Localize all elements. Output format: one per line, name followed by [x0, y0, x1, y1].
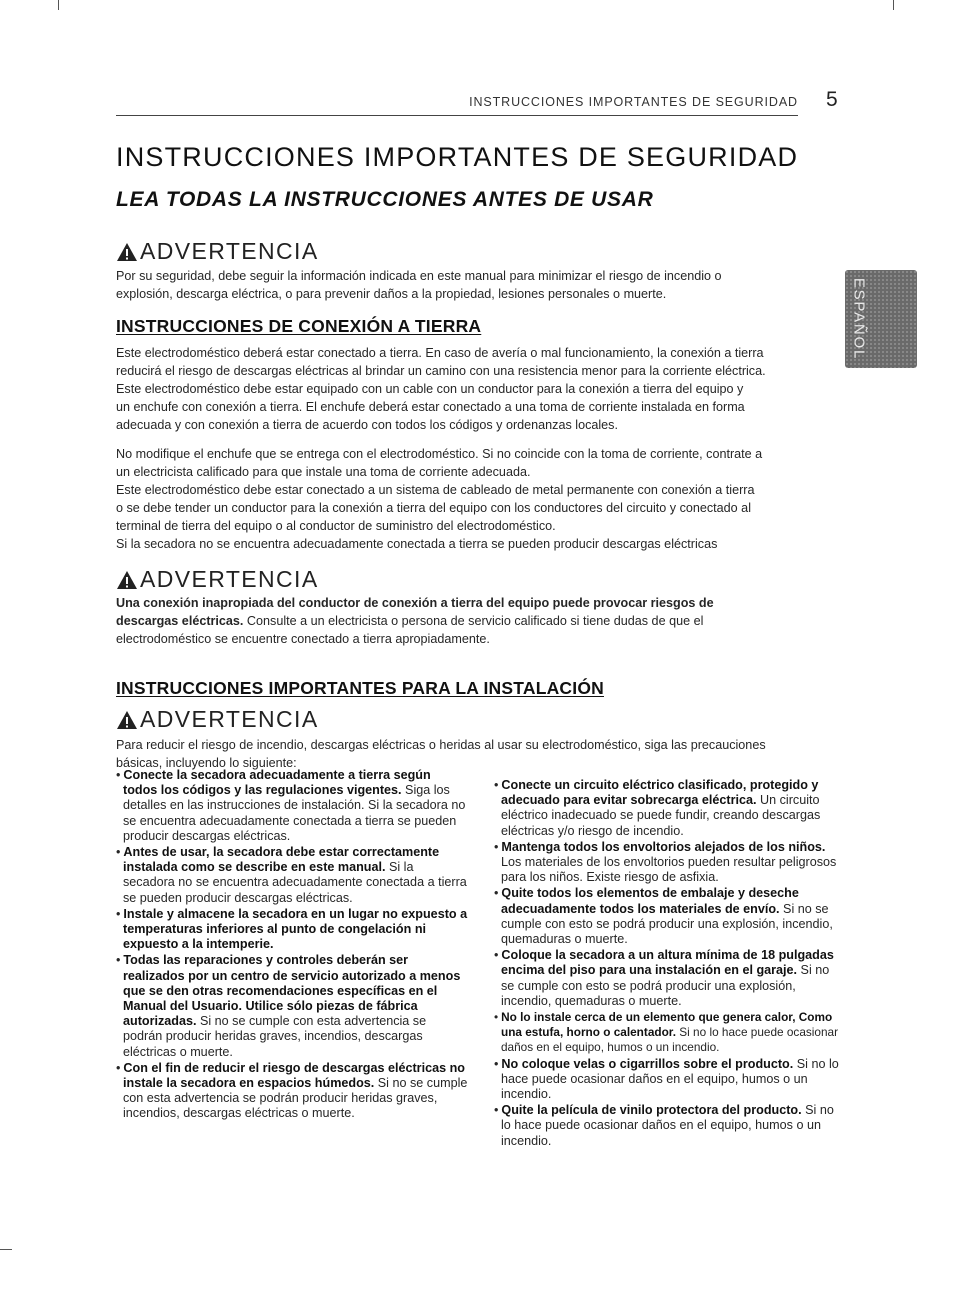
text-line: Por su seguridad, debe seguir la información indicada en este manual para minimizar el riesgo de incendio o	[116, 269, 722, 283]
list-item	[494, 886, 846, 947]
bold-text: Quite la película de vinilo protectora del producto.	[501, 1103, 802, 1118]
warning-heading	[116, 238, 319, 265]
plain-text: Si la secadora no se encuentra adecuadamente conectada a tierra se pueden producir descargas eléctricas.	[123, 860, 467, 905]
bold-text: Antes de usar, la secadora debe estar correctamente instalada como se describe en este manual.	[123, 845, 440, 875]
bold-text: Con el fin de reducir el riesgo de descargas eléctricas no instale la secadora en espacios húmedos.	[123, 1060, 465, 1091]
text-line: Este electrodoméstico deberá estar conectado a tierra. En caso de avería o mal funcionamiento, la conexión a tierra	[116, 346, 764, 360]
bold-text: Conecte la secadora adecuadamente a tierra según todos los códigos y las regulaciones vigentes.	[123, 768, 431, 798]
grounding-paragraph-1	[116, 344, 846, 434]
bold-text: Coloque la secadora a un altura mínima de 18 pulgadas encima del piso para una instalación en el garaje.	[501, 948, 834, 978]
text-line: terminal de tierra del equipo o al conductor de suministro del electrodoméstico.	[116, 519, 556, 533]
list-item	[116, 953, 468, 1059]
bold-text: No lo instale cerca de un elemento que genera calor, Como una estufa, horno o calentador.	[501, 1010, 833, 1040]
plain-text: Si no se cumple con esto se podrá producir una explosión, incendio, quemaduras o muerte.	[501, 963, 830, 1008]
text-line: un enchufe con conexión a tierra. El enchufe deberá estar conectado a una toma de corriente instalada en forma	[116, 400, 745, 414]
warning-label: ADVERTENCIA	[140, 706, 319, 732]
text-line: Para reducir el riesgo de incendio, descargas eléctricas o heridas al usar su electrodoméstico, siga las precauciones	[116, 738, 766, 752]
precautions-list-right	[494, 778, 846, 1150]
plain-text: Un circuito eléctrico inadecuado se puede fundir, creando descargas eléctricas y/o riesgo de incendio.	[501, 793, 821, 838]
text-line: reducirá el riesgo de descargas eléctricas al brindar un camino con una resistencia menor para la corriente eléctrica.	[116, 364, 766, 378]
list-item	[494, 778, 846, 839]
text-line: adecuada y con conexión a tierra de acuerdo con todos los códigos y ordenanzas locales.	[116, 418, 618, 432]
plain-text: Si no se cumple con esta advertencia se podrán producir heridas graves, incendios, descargas eléctricas o muerte.	[123, 1014, 427, 1059]
crop-mark	[0, 1249, 12, 1250]
precautions-list-left	[116, 768, 468, 1123]
list-item	[116, 768, 468, 844]
text-line: básicas, incluyendo lo siguiente:	[116, 756, 297, 770]
grounding-warning-text	[116, 594, 846, 648]
list-item	[116, 907, 468, 953]
plain-text: Si no se cumple con esta advertencia se podrán producir heridas graves, incendios, descargas eléctricas o muerte.	[123, 1076, 468, 1121]
bold-text: No coloque velas o cigarrillos sobre el producto.	[501, 1056, 794, 1071]
warning-triangle-icon	[116, 570, 138, 590]
plain-text: Siga los detalles en las instrucciones de instalación. Si la secadora no se encuentra adecuadamente conectada a tierra se pueden producir descargas eléctricas.	[123, 783, 466, 843]
list-item	[494, 1103, 846, 1149]
section-heading-grounding: INSTRUCCIONES DE CONEXIÓN A TIERRA	[116, 316, 482, 336]
text-line: un electricista calificado para que instale una toma de corriente adecuada.	[116, 465, 531, 479]
bold-text: Instale y almacene la secadora en un lugar no expuesto a temperaturas inferiores al punto de congelación ni expuesto a la intemperie.	[123, 906, 468, 952]
language-tab-label: ESPAÑOL	[850, 277, 868, 361]
list-item	[116, 845, 468, 906]
list-item	[494, 1057, 846, 1103]
bold-text: Conecte un circuito eléctrico clasificado, protegido y adecuado para evitar sobrecarga eléctrica.	[501, 778, 819, 808]
list-item	[494, 840, 846, 886]
list-item	[116, 1061, 468, 1122]
warning-triangle-icon	[116, 710, 138, 730]
text-line: Si la secadora no se encuentra adecuadamente conectada a tierra se pueden producir descargas eléctricas	[116, 537, 718, 551]
header-rule	[116, 115, 798, 116]
grounding-paragraph-2	[116, 445, 846, 553]
warning-label: ADVERTENCIA	[140, 566, 319, 592]
text-line: Este electrodoméstico debe estar equipado con un cable con un conductor para la conexión a tierra del equipo y	[116, 382, 744, 396]
plain-text: Consulte a un electricista o persona de servicio calificado si tiene dudas de que el	[243, 614, 704, 628]
bold-text: Todas las reparaciones y controles deberán ser realizados por un centro de servicio autorizado a menos que se den otras recomendaciones específicas en el Manual del Usuario. Utilice sólo piezas de fábrica autorizadas.	[123, 953, 461, 1029]
list-item	[494, 1010, 846, 1056]
warning-text	[116, 267, 846, 303]
crop-mark	[893, 0, 894, 10]
warning-heading	[116, 706, 319, 733]
running-header: INSTRUCCIONES IMPORTANTES DE SEGURIDAD	[469, 95, 798, 109]
text-line	[116, 594, 846, 612]
page-subtitle: LEA TODAS LA INSTRUCCIONES ANTES DE USAR	[116, 188, 654, 211]
list-item	[494, 948, 846, 1009]
text-line: electrodoméstico se encuentre conectado a tierra apropiadamente.	[116, 632, 490, 646]
text-line: explosión, descarga eléctrica, o para prevenir daños a la propiedad, lesiones personales o muerte.	[116, 287, 667, 301]
crop-mark	[58, 0, 59, 10]
warning-triangle-icon	[116, 242, 138, 262]
text-line	[116, 612, 846, 630]
bold-text: Mantenga todos los envoltorios alejados de los niños.	[501, 839, 826, 854]
plain-text: Si no lo hace puede ocasionar daños en el equipo, humos o un incendio.	[501, 1103, 834, 1148]
text-line: No modifique el enchufe que se entrega con el electrodoméstico. Si no coincide con la toma de corriente, contrate a	[116, 447, 763, 461]
plain-text: Si no se cumple con esto se podrá producir una explosión, incendio, quemaduras o muerte.	[501, 901, 833, 947]
page-title: INSTRUCCIONES IMPORTANTES DE SEGURIDAD	[116, 142, 799, 172]
warning-label: ADVERTENCIA	[140, 238, 319, 264]
bold-text: Quite todos los elementos de embalaje y deseche adecuadamente todos los materiales de envío.	[501, 886, 799, 916]
installation-intro	[116, 736, 846, 772]
text-line: Este electrodoméstico debe estar conectado a un sistema de cableado de metal permanente con conexión a tierra	[116, 483, 755, 497]
section-heading-installation: INSTRUCCIONES IMPORTANTES PARA LA INSTALACIÓN	[116, 678, 604, 698]
plain-text: Si no lo hace puede ocasionar daños en el equipo, humos o un incendio.	[501, 1025, 839, 1055]
bold-text: Una conexión inapropiada del conductor de conexión a tierra del equipo puede provocar riesgos de	[116, 596, 714, 610]
plain-text: Si no lo hace puede ocasionar daños en el equipo, humos o un incendio.	[501, 1056, 839, 1102]
plain-text: Los materiales de los envoltorios pueden resultar peligrosos para los niños. Existe riesgo de asfixia.	[501, 855, 837, 885]
page-number: 5	[826, 88, 838, 111]
bold-text: descargas eléctricas.	[116, 614, 244, 628]
warning-heading	[116, 566, 319, 593]
text-line: o se debe tender un conductor para la conexión a tierra del equipo con los conductores del circuito y conectado al	[116, 501, 751, 515]
